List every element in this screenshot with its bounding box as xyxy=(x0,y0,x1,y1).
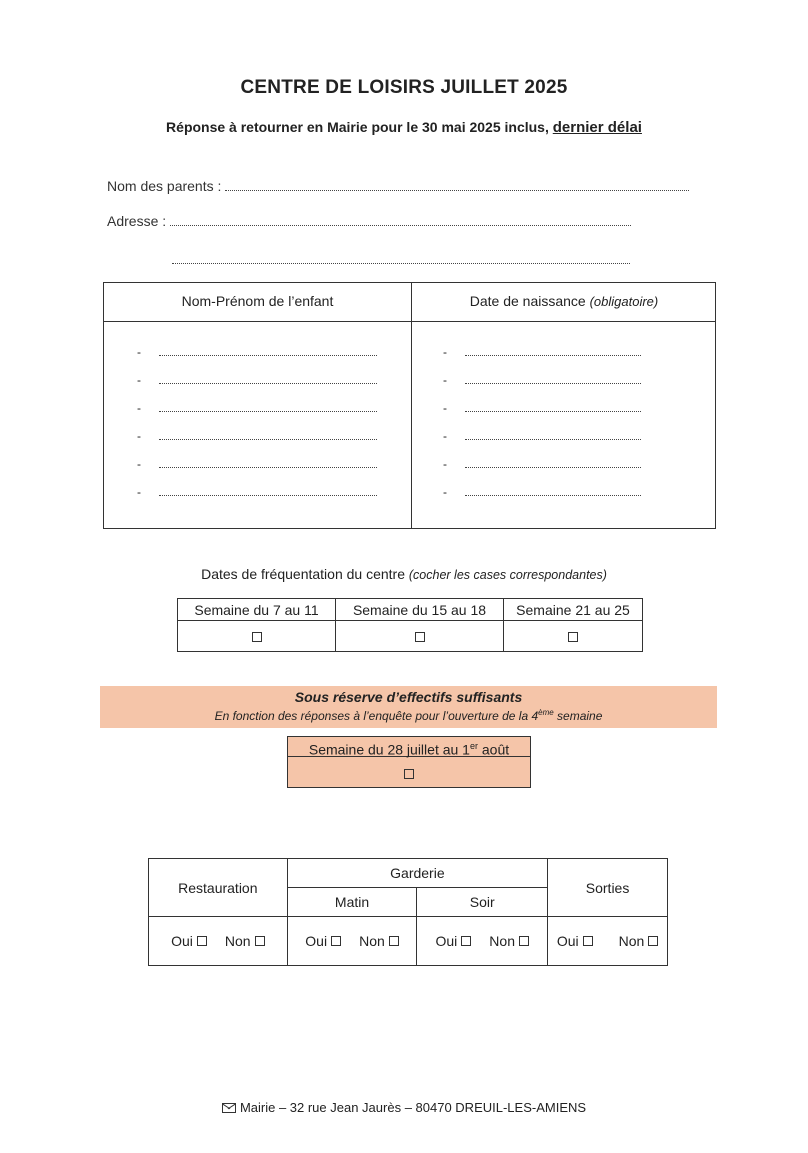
subtitle xyxy=(0,119,808,136)
child-name-row[interactable] xyxy=(137,345,377,359)
week-3-checkbox[interactable] xyxy=(568,632,578,642)
birthdate-header-note: (obligatoire) xyxy=(589,294,659,309)
child-birthdate-row[interactable] xyxy=(443,345,641,359)
footer-address: Mairie – 32 rue Jean Jaurès – 80470 DREUIL-LES-AMIENS xyxy=(239,1100,587,1115)
restauration-non-checkbox[interactable] xyxy=(255,936,265,946)
attendance-note: (cocher les cases correspondantes) xyxy=(408,568,607,582)
sorties-options xyxy=(548,917,668,966)
reserve-text xyxy=(100,708,717,723)
birthdate-header xyxy=(411,293,717,309)
row-marker: - xyxy=(443,373,447,387)
child-name-dotted-line[interactable] xyxy=(159,458,377,468)
reserve-title: Sous réserve d’effectifs suffisants xyxy=(294,689,523,705)
restauration-non-label: Non xyxy=(224,933,251,949)
subtitle-text: Réponse à retourner en Mairie pour le 30 mai 2025 inclus, xyxy=(166,119,553,135)
child-birthdate-dotted-line[interactable] xyxy=(465,486,641,496)
row-marker: - xyxy=(443,345,447,359)
child-name-dotted-line[interactable] xyxy=(159,486,377,496)
children-table-header-line xyxy=(104,321,715,322)
child-name-dotted-line[interactable] xyxy=(159,430,377,440)
reserve-text-sup: ème xyxy=(538,708,554,717)
matin-oui-label: Oui xyxy=(305,933,328,949)
child-birthdate-dotted-line[interactable] xyxy=(465,402,641,412)
week-4-label-end: août xyxy=(477,741,510,758)
matin-header: Matin xyxy=(287,888,417,917)
row-marker: - xyxy=(443,401,447,415)
child-name-row[interactable] xyxy=(137,401,377,415)
child-birthdate-row[interactable] xyxy=(443,485,641,499)
row-marker: - xyxy=(137,401,141,415)
matin-non-checkbox[interactable] xyxy=(389,936,399,946)
row-marker: - xyxy=(443,485,447,499)
child-birthdate-row[interactable] xyxy=(443,429,641,443)
week-4-box xyxy=(287,736,531,788)
row-marker: - xyxy=(137,457,141,471)
sorties-header: Sorties xyxy=(548,859,668,917)
restauration-oui-checkbox[interactable] xyxy=(197,936,207,946)
week-1-label: Semaine du 7 au 11 xyxy=(178,599,336,621)
child-name-dotted-line[interactable] xyxy=(159,374,377,384)
row-marker: - xyxy=(443,457,447,471)
address-label: Adresse : xyxy=(107,213,167,229)
sorties-non-label: Non xyxy=(618,933,645,949)
soir-non-label: Non xyxy=(489,933,515,949)
services-table xyxy=(148,858,668,966)
restauration-header: Restauration xyxy=(149,859,288,917)
week-4-label-sup: er xyxy=(469,741,478,751)
row-marker: - xyxy=(137,429,141,443)
address-dotted-line-1[interactable] xyxy=(170,216,631,226)
reserve-text-end: semaine xyxy=(553,709,603,723)
parents-label: Nom des parents : xyxy=(107,178,222,194)
matin-non-label: Non xyxy=(359,933,385,949)
child-name-dotted-line[interactable] xyxy=(159,346,377,356)
soir-oui-checkbox[interactable] xyxy=(461,936,471,946)
row-marker: - xyxy=(137,373,141,387)
restauration-options xyxy=(149,917,288,966)
soir-oui-label: Oui xyxy=(435,933,458,949)
address-line-2[interactable] xyxy=(172,251,630,269)
parents-field[interactable] xyxy=(107,178,689,194)
soir-non-checkbox[interactable] xyxy=(519,936,529,946)
sorties-oui-checkbox[interactable] xyxy=(583,936,593,946)
attendance-label-text: Dates de fréquentation du centre xyxy=(201,566,405,582)
birthdate-header-label: Date de naissance xyxy=(469,293,586,309)
week-1-checkbox[interactable] xyxy=(252,632,262,642)
envelope-icon xyxy=(222,1103,236,1113)
parents-dotted-line[interactable] xyxy=(225,181,689,191)
row-marker: - xyxy=(137,345,141,359)
garderie-header: Garderie xyxy=(287,859,547,888)
weeks-table xyxy=(177,598,643,652)
address-field[interactable] xyxy=(107,213,631,229)
week-4-checkbox[interactable] xyxy=(404,769,414,779)
child-birthdate-row[interactable] xyxy=(443,457,641,471)
sorties-oui-label: Oui xyxy=(556,933,579,949)
child-name-row[interactable] xyxy=(137,429,377,443)
child-birthdate-dotted-line[interactable] xyxy=(465,458,641,468)
children-table-divider xyxy=(411,283,412,528)
child-name-row[interactable] xyxy=(137,457,377,471)
restauration-oui-label: Oui xyxy=(171,933,193,949)
week-2-checkbox[interactable] xyxy=(415,632,425,642)
matin-options xyxy=(287,917,417,966)
attendance-label xyxy=(0,566,808,582)
address-dotted-line-2[interactable] xyxy=(172,254,630,264)
soir-options xyxy=(417,917,548,966)
child-name-dotted-line[interactable] xyxy=(159,402,377,412)
reserve-text-main: En fonction des réponses à l’enquête pour l’ouverture de la 4 xyxy=(214,709,539,723)
child-birthdate-row[interactable] xyxy=(443,373,641,387)
child-birthdate-dotted-line[interactable] xyxy=(465,430,641,440)
sorties-non-checkbox[interactable] xyxy=(648,936,658,946)
reserve-banner xyxy=(100,686,717,728)
child-birthdate-dotted-line[interactable] xyxy=(465,374,641,384)
week-2-label: Semaine du 15 au 18 xyxy=(336,599,504,621)
child-name-header: Nom-Prénom de l’enfant xyxy=(181,293,334,309)
soir-header: Soir xyxy=(417,888,548,917)
row-marker: - xyxy=(443,429,447,443)
page-title: CENTRE DE LOISIRS JUILLET 2025 xyxy=(240,77,568,98)
children-table xyxy=(103,282,716,529)
child-name-row[interactable] xyxy=(137,373,377,387)
subtitle-highlight: dernier délai xyxy=(552,119,642,136)
footer xyxy=(0,1100,808,1115)
matin-oui-checkbox[interactable] xyxy=(331,936,341,946)
week-3-label: Semaine 21 au 25 xyxy=(504,599,643,621)
week-4-label xyxy=(288,737,530,757)
row-marker: - xyxy=(137,485,141,499)
child-birthdate-dotted-line[interactable] xyxy=(465,346,641,356)
child-name-row[interactable] xyxy=(137,485,377,499)
child-birthdate-row[interactable] xyxy=(443,401,641,415)
week-4-label-main: Semaine du 28 juillet au 1 xyxy=(308,741,470,758)
